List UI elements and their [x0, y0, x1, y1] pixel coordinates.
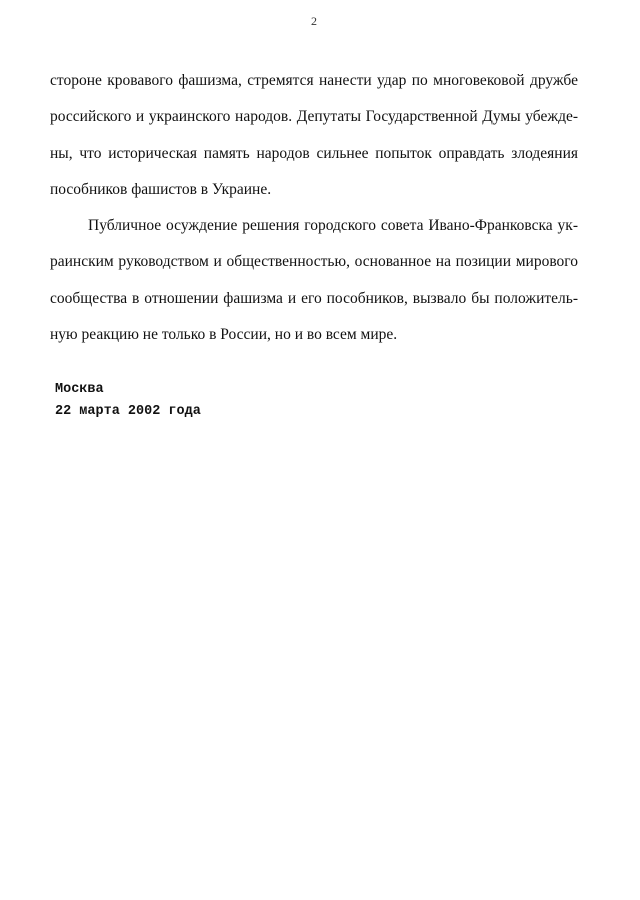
paragraph-2-line-3: сообщества в отношении фашизма и его пособников, вызвало бы положитель- [50, 290, 578, 307]
paragraph-1-line-4: пособников фашистов в Украине. [50, 181, 272, 198]
paragraph-1-line-3: ны, что историческая память народов сильнее попыток оправдать злодеяния [50, 145, 578, 162]
signature-city: Москва [55, 382, 104, 397]
paragraph-2-line-2: раинским руководством и общественностью, основанное на позиции мирового [50, 253, 578, 270]
paragraph-2-line-4: ную реакцию не только в России, но и во всем мире. [50, 326, 398, 343]
page-number: 2 [311, 14, 317, 28]
signature-date: 22 марта 2002 года [55, 404, 201, 419]
paragraph-1-line-1: стороне кровавого фашизма, стремятся нанести удар по многовековой дружбе [50, 72, 578, 89]
paragraph-1-line-2: российского и украинского народов. Депутаты Государственной Думы убежде- [50, 108, 578, 125]
paragraph-2-line-1: Публичное осуждение решения городского совета Ивано-Франковска ук- [88, 217, 578, 234]
